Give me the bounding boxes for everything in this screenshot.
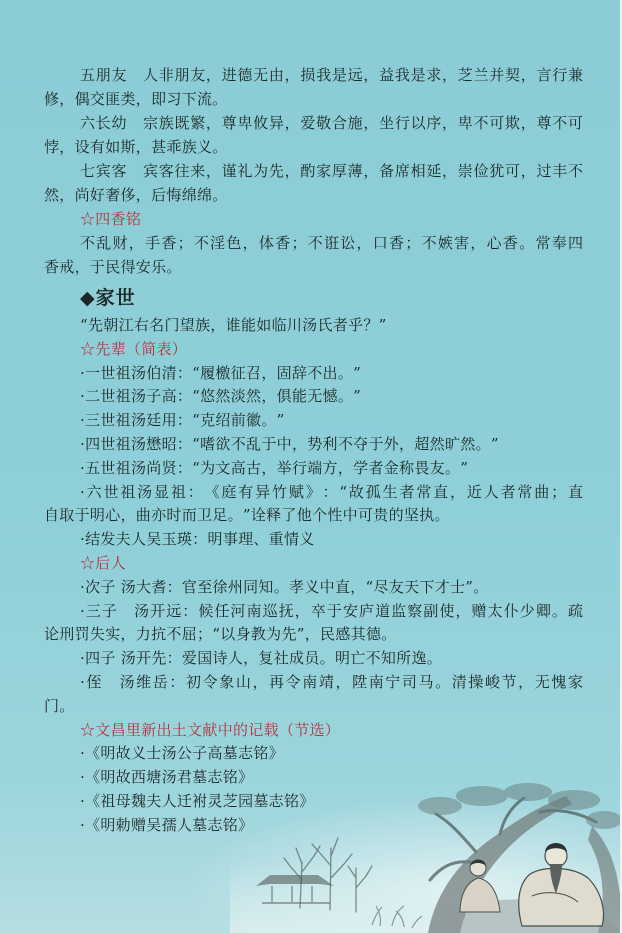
- lineage-quote: “先朝江右名门望族，谁能如临川汤氏者乎？”: [80, 316, 387, 334]
- rule-guests-line: 七宾客 宾客往来，谨礼为先，酌家厚薄，备席相延，崇俭犹可，过丰不: [80, 162, 583, 180]
- ancestor-item: ·五世祖汤尚贤：“为文高古，举行端方，学者金称畏友。”: [80, 458, 469, 477]
- descendant-item: ·三子 汤开远：候任河南巡抚，卒于安庐道监察副使，赠太仆少卿。疏: [80, 601, 583, 620]
- document-item: ·《明勅赠吴孺人墓志铭》: [80, 815, 254, 834]
- rule-friends-line: 五朋友 人非朋友，进德无由，损我是远，益我是求，芝兰并契，言行兼: [80, 66, 583, 84]
- ancestor-item: ·一世祖汤伯清：“履檄征召，固辞不出。”: [80, 363, 362, 382]
- four-fragrances-line: 不乱财，手香；不淫色，体香；不诳讼，口香；不嫉害，心香。常奉四: [80, 234, 583, 252]
- descendant-item: ·侄 汤维岳：初令象山，再令南靖，陞南宁司马。清操峻节，无愧家: [80, 672, 583, 691]
- ancestor-item: ·二世祖汤子高：“悠然淡然，俱能无憾。”: [80, 387, 362, 406]
- four-fragrances-label: ☆四香铭: [80, 210, 142, 228]
- ancestor-item: ·三世祖汤廷用：“克绍前徽。”: [80, 411, 285, 430]
- ancestor-item-continued: 自取于明心，曲亦时而卫足。”诠释了他个性中可贵的坚执。: [44, 506, 450, 525]
- ancestors-label: ☆先辈（简表）: [80, 339, 188, 358]
- family-rules-section: [44, 63, 583, 279]
- descendants-label: ☆后人: [80, 553, 126, 572]
- foliage-clump: [586, 811, 622, 829]
- lineage-heading: ◆家世: [80, 287, 136, 309]
- lineage-section: [44, 314, 583, 838]
- ancestor-item: ·结发夫人吴玉瑛：明事理、重情义: [80, 530, 315, 549]
- ancestor-item: ·六世祖汤显祖：《庭有异竹赋》：“故孤生者常直，近人者常曲；直: [80, 482, 583, 501]
- descendant-item-continued: 门。: [44, 696, 75, 715]
- documents-label: ☆文昌里新出土文献中的记载（节选）: [80, 720, 341, 739]
- descendant-item: ·四子 汤开先：爱国诗人，复社成员。明亡不知所逸。: [80, 649, 443, 668]
- descendant-item-continued: 论刑罚失实，力抗不屈；“以身教为先”，民感其德。: [44, 625, 397, 644]
- document-item: ·《明故义士汤公子高墓志铭》: [80, 744, 284, 763]
- four-fragrances-line: 香戒，于民得安乐。: [44, 258, 182, 276]
- document-item: ·《明故西塘汤君墓志铭》: [80, 768, 254, 787]
- ancestor-item: ·四世祖汤懋昭：“嗜欲不乱于中，势利不夺于外，超然旷然。”: [80, 434, 499, 453]
- rule-guests-line: 然，尚好奢侈，后悔绵绵。: [44, 186, 228, 204]
- descendant-item: ·次子 汤大耆：官至徐州同知。孝义中直，“尽友天下才士”。: [80, 577, 489, 596]
- document-item: ·《祖母魏夫人迁袝灵芝园墓志铭》: [80, 791, 315, 810]
- rule-friends-line: 修，偶交匪类，即习下流。: [44, 90, 228, 108]
- rule-elders-line: 六长幼 宗族既繁，尊卑攸异，爱敬合施，坐行以序，卑不可欺，尊不可: [80, 114, 583, 132]
- rule-elders-line: 悖，设有如斯，甚乖族义。: [44, 138, 228, 156]
